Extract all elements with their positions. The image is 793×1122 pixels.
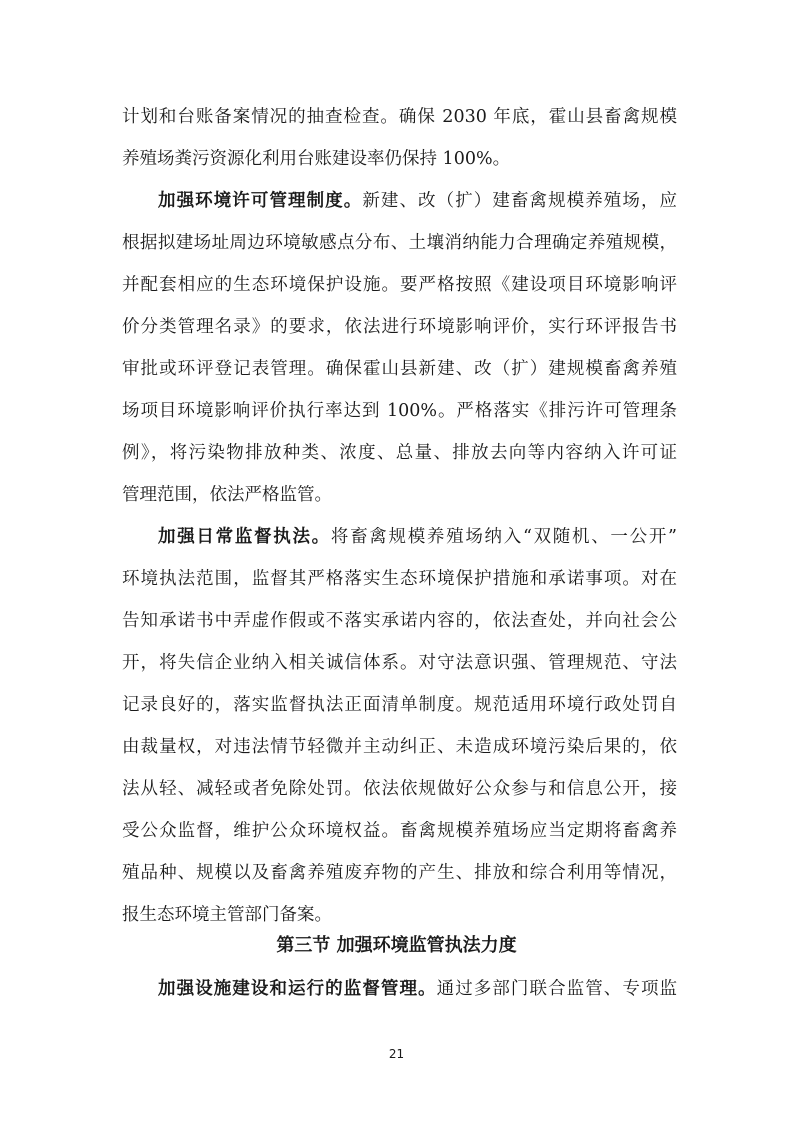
paragraph-first-line bbox=[158, 190, 677, 212]
paragraph-heading: 加强日常监督执法。 bbox=[158, 527, 331, 547]
paragraph-heading: 加强设施建设和运行的监督管理。 bbox=[158, 979, 437, 999]
body-text: 通过多部门联合监管、专项监 bbox=[436, 979, 678, 999]
body-text-line: 环境执法范围，监督其严格落实生态环境保护措施和承诺事项。对在 bbox=[122, 569, 677, 589]
body-text-line: 并配套相应的生态环境保护设施。要严格按照《建设项目环境影响评 bbox=[122, 275, 677, 295]
body-text-line: 价分类管理名录》的要求，依法进行环境影响评价，实行环评报告书 bbox=[122, 317, 677, 337]
section-heading: 第三节 加强环境监管执法力度 bbox=[276, 935, 517, 956]
body-text-line: 根据拟建场址周边环境敏感点分布、土壤消纳能力合理确定养殖规模， bbox=[122, 233, 677, 253]
paragraph-heading: 加强环境许可管理制度。 bbox=[158, 191, 363, 211]
body-text-line: 开，将失信企业纳入相关诚信体系。对守法意识强、管理规范、守法 bbox=[122, 653, 677, 673]
body-text-line: 记录良好的，落实监督执法正面清单制度。规范适用环境行政处罚自 bbox=[122, 695, 677, 715]
body-text: 新建、改（扩）建畜禽规模养殖场，应 bbox=[362, 191, 678, 211]
body-text-line: 报生态环境主管部门备案。 bbox=[122, 905, 332, 925]
body-text-line: 法从轻、减轻或者免除处罚。依法依规做好公众参与和信息公开，接 bbox=[122, 779, 677, 799]
body-text-line: 管理范围，依法严格监管。 bbox=[122, 485, 332, 505]
paragraph-first-line bbox=[158, 978, 677, 1000]
body-text-line: 养殖场粪污资源化利用台账建设率仍保持 100%。 bbox=[122, 149, 511, 169]
body-text-line: 告知承诺书中弄虚作假或不落实承诺内容的，依法查处，并向社会公 bbox=[122, 611, 677, 631]
body-text-line: 殖品种、规模以及畜禽养殖废弃物的产生、排放和综合利用等情况， bbox=[122, 863, 677, 883]
body-text-line: 受公众监督，维护公众环境权益。畜禽规模养殖场应当定期将畜禽养 bbox=[122, 821, 677, 841]
paragraph-first-line bbox=[158, 526, 677, 548]
body-text-line: 计划和台账备案情况的抽查检查。确保 2030 年底，霍山县畜禽规模 bbox=[122, 107, 677, 127]
page-number: 21 bbox=[388, 1047, 405, 1061]
body-text-line: 例》，将污染物排放种类、浓度、总量、排放去向等内容纳入许可证 bbox=[122, 443, 677, 463]
body-text-line: 场项目环境影响评价执行率达到 100%。严格落实《排污许可管理条 bbox=[122, 401, 677, 421]
body-text-line: 由裁量权，对违法情节轻微并主动纠正、未造成环境污染后果的，依 bbox=[122, 737, 677, 757]
body-text-line: 审批或环评登记表管理。确保霍山县新建、改（扩）建规模畜禽养殖 bbox=[122, 359, 677, 379]
body-text: 将畜禽规模养殖场纳入“双随机、一公开” bbox=[330, 527, 677, 547]
